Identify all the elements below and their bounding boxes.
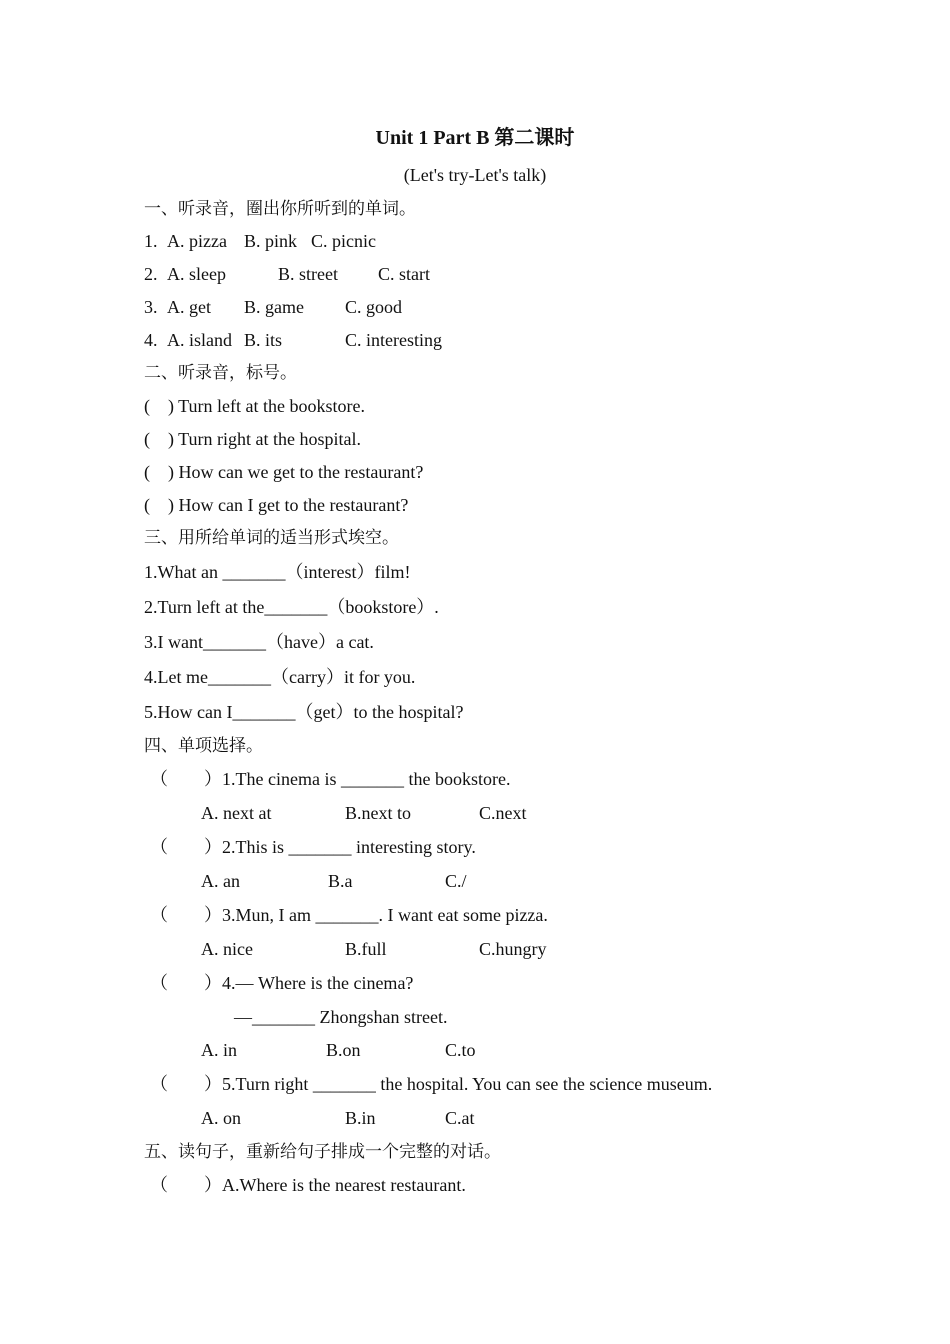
s4-option-b: B.in: [345, 1108, 376, 1128]
section-3-heading: 三、用所给单词的适当形式埃空。: [144, 528, 399, 548]
s4-option-a: A. next at: [201, 803, 272, 823]
s4-question-1: （ ）1.The cinema is _______ the bookstore.: [150, 769, 511, 789]
s4-option-c: C.next: [479, 803, 527, 823]
s1-option-b: B. street: [278, 264, 338, 284]
s1-option-c: C. good: [345, 297, 403, 317]
s4-q4-reply: —_______ Zhongshan street.: [234, 1007, 448, 1027]
s1-item-num: 4.: [144, 330, 158, 350]
s2-item: ( ) Turn right at the hospital.: [144, 429, 361, 449]
page-title: Unit 1 Part B 第二课时: [375, 127, 575, 149]
s4-option-b: B.on: [326, 1040, 361, 1060]
s1-option-c: C. start: [378, 264, 430, 284]
s3-item: 3.I want_______（have）a cat.: [144, 632, 374, 652]
s1-option-c: C. picnic: [311, 231, 376, 251]
s1-option-b: B. pink: [244, 231, 298, 251]
s4-option-b: B.a: [328, 871, 353, 891]
s4-option-c: C.to: [445, 1040, 476, 1060]
s1-item-num: 3.: [144, 297, 158, 317]
s4-option-a: A. an: [201, 871, 240, 891]
s4-question-4: （ ）4.— Where is the cinema?: [150, 973, 414, 993]
s4-option-a: A. in: [201, 1040, 237, 1060]
s1-item-num: 1.: [144, 231, 158, 251]
s4-option-a: A. nice: [201, 939, 253, 959]
s3-item: 2.Turn left at the_______（bookstore）.: [144, 597, 439, 617]
s1-item-num: 2.: [144, 264, 158, 284]
s3-item: 5.How can I_______（get）to the hospital?: [144, 702, 464, 722]
s4-question-2: （ ）2.This is _______ interesting story.: [150, 837, 476, 857]
section-4-heading: 四、单项选择。: [144, 736, 263, 756]
s4-option-c: C.hungry: [479, 939, 547, 959]
s1-option-a: A. sleep: [167, 264, 226, 284]
s4-option-a: A. on: [201, 1108, 241, 1128]
s2-item: ( ) Turn left at the bookstore.: [144, 396, 365, 416]
section-2-heading: 二、听录音，标号。: [144, 363, 297, 383]
s2-item: ( ) How can we get to the restaurant?: [144, 462, 424, 482]
s4-option-b: B.full: [345, 939, 387, 959]
s4-question-5: （ ）5.Turn right _______ the hospital. You can see the science museum.: [150, 1074, 713, 1094]
s3-item: 1.What an _______（interest）film!: [144, 562, 411, 582]
s4-question-3: （ ）3.Mun, I am _______. I want eat some pizza.: [150, 905, 548, 925]
section-1-heading: 一、听录音，圈出你所听到的单词。: [144, 199, 416, 219]
s3-item: 4.Let me_______（carry）it for you.: [144, 667, 416, 687]
s4-option-c: C.at: [445, 1108, 475, 1128]
s2-item: ( ) How can I get to the restaurant?: [144, 495, 409, 515]
s1-option-a: A. island: [167, 330, 232, 350]
s4-option-b: B.next to: [345, 803, 411, 823]
s1-option-b: B. game: [244, 297, 304, 317]
s4-option-c: C./: [445, 871, 467, 891]
s5-item: （ ）A.Where is the nearest restaurant.: [150, 1175, 466, 1195]
s1-option-a: A. get: [167, 297, 211, 317]
s1-option-b: B. its: [244, 330, 283, 350]
section-5-heading: 五、读句子，重新给句子排成一个完整的对话。: [144, 1142, 501, 1162]
s1-option-a: A. pizza: [167, 231, 227, 251]
page-subtitle: (Let's try-Let's talk): [403, 165, 547, 185]
s1-option-c: C. interesting: [345, 330, 442, 350]
